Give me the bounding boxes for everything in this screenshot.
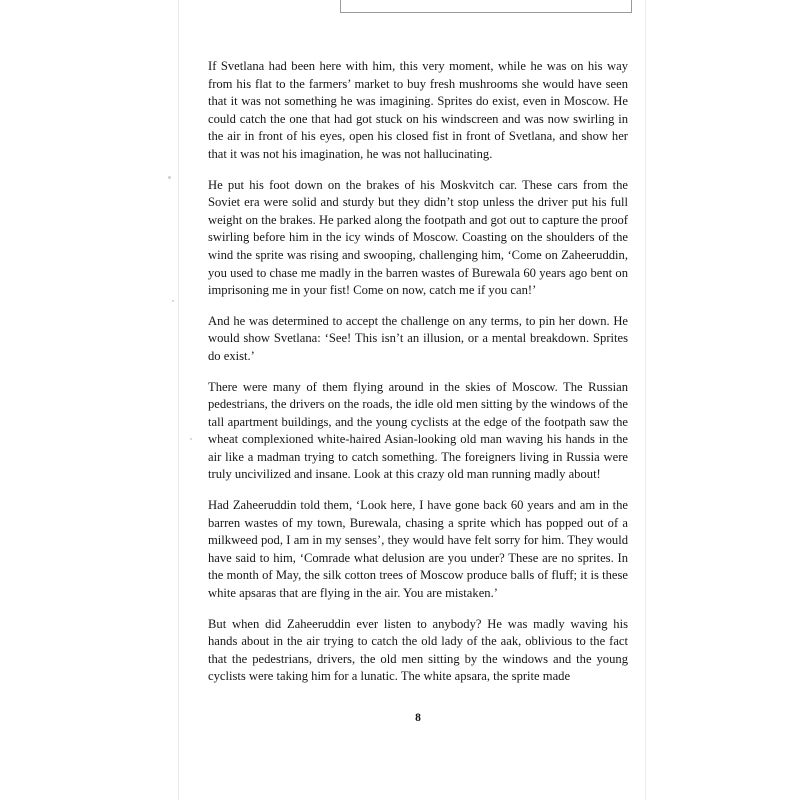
- page-right-edge: [645, 0, 646, 800]
- page-left-edge: [178, 0, 179, 800]
- paragraph: But when did Zaheeruddin ever listen to anybody? He was madly waving his hands about in the air trying to catch the old lady of the aak, oblivious to the fact that the pedestrians, drivers, the old men sitting by the windows and the young cyclists were taking him for a lunatic. The white apsara, the sprite made: [208, 616, 628, 684]
- scan-speckle: [172, 300, 174, 302]
- paragraph: He put his foot down on the brakes of his Moskvitch car. These cars from the Soviet era were solid and sturdy but they didn’t stop unless the driver put his full weight on the brakes. He parked along the footpath and got out to capture the proof swirling before him in the icy winds of Moscow. Coasting on the shoulders of the wind the sprite was rising and swooping, challenging him, ‘Come on Zaheeruddin, you used to chase me madly in the barren wastes of Burewala 60 years ago bent on imprisoning me in your fist! Come on now, catch me if you can!’: [208, 177, 628, 298]
- body-text-column: [208, 58, 628, 686]
- paragraph: If Svetlana had been here with him, this very moment, while he was on his way from his flat to the farmers’ market to buy fresh mushrooms she would have seen that it was not something he was imagining. Sprites do exist, even in Moscow. He could catch the one that had got stuck on his windscreen and was now swirling in the air in front of his eyes, open his closed fist in front of Svetlana, and show her that it was not his imagination, he was not hallucinating.: [208, 59, 628, 161]
- scan-top-artifact: [340, 0, 632, 13]
- page-number: 8: [415, 712, 421, 724]
- paragraph: Had Zaheeruddin told them, ‘Look here, I have gone back 60 years and am in the barren wastes of my town, Burewala, chasing a sprite which has popped out of a milkweed pod, I am in my senses’, they would have felt sorry for him. They would have said to him, ‘Comrade what delusion are you under? These are no sprites. In the month of May, the silk cotton trees of Moscow produce balls of fluff; it is these white apsaras that are flying in the air. You are mistaken.’: [208, 498, 628, 601]
- paragraph: There were many of them flying around in the skies of Moscow. The Russian pedestrians, the drivers on the roads, the idle old men sitting by the windows of the tall apartment buildings, and the young cyclists at the edge of the footpath saw the wheat complexioned white-haired Asian-looking old man waving his hands in the air like a madman trying to catch something. The foreigners living in Russia were truly uncivilized and insane. Look at this crazy old man running madly about!: [208, 379, 628, 482]
- paragraph: And he was determined to accept the challenge on any terms, to pin her down. He would show Svetlana: ‘See! This isn’t an illusion, or a mental breakdown. Sprites do exist.’: [208, 313, 628, 363]
- scan-speckle: [190, 438, 192, 440]
- scan-speckle: [168, 176, 171, 179]
